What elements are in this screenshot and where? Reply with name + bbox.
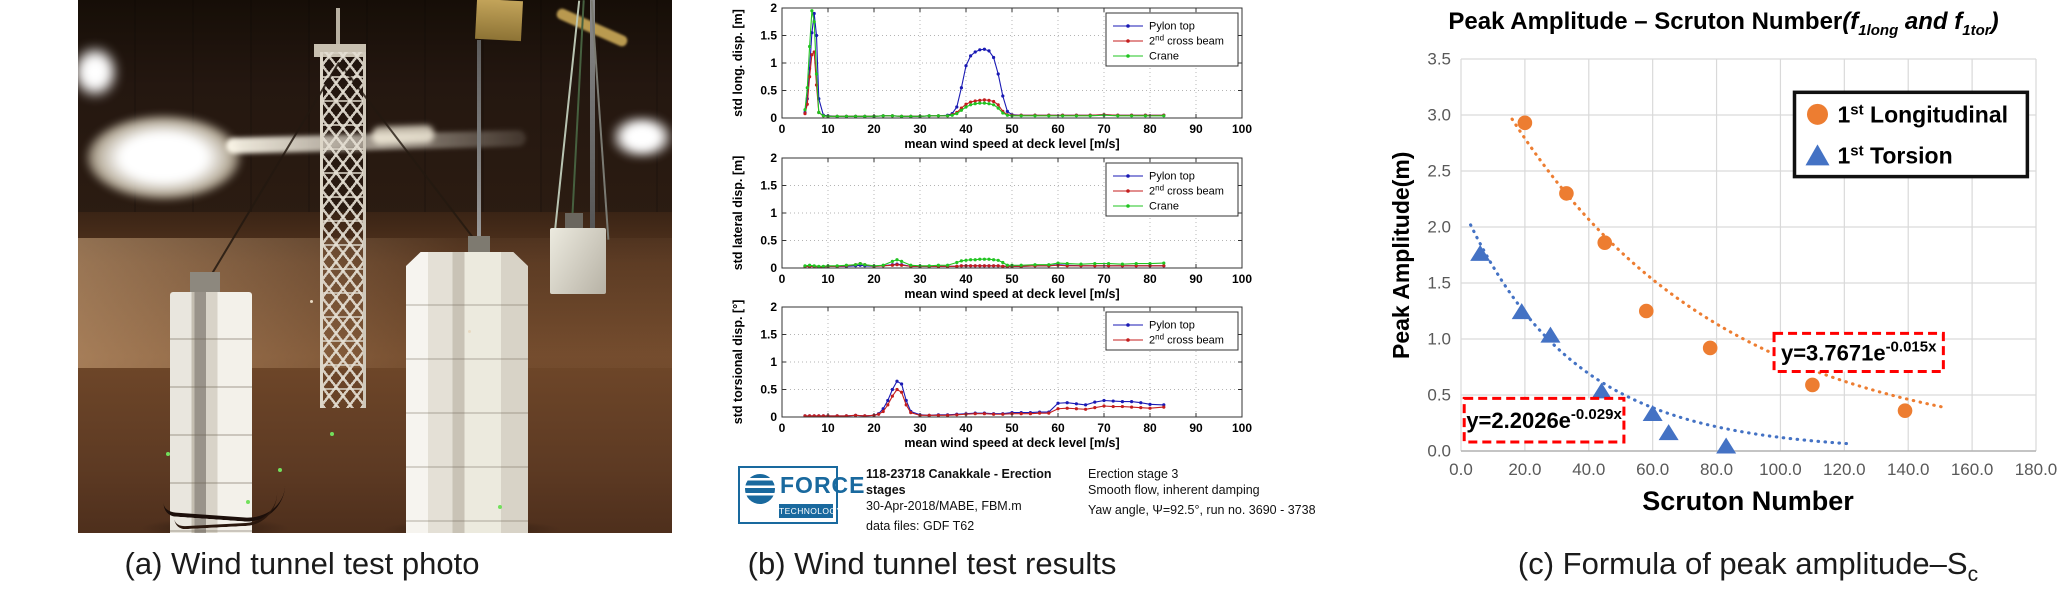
svg-text:std lateral disp. [m]: std lateral disp. [m] <box>731 155 745 271</box>
svg-text:0: 0 <box>770 410 777 424</box>
y-axis-label: Peak Amplitude(m) <box>1388 151 1414 359</box>
svg-text:20.0: 20.0 <box>1508 460 1542 479</box>
svg-text:80: 80 <box>1143 122 1157 136</box>
svg-text:std torsional disp. [°]: std torsional disp. [°] <box>731 299 745 425</box>
ceiling-light-glow <box>86 115 241 200</box>
peak-amplitude-panel <box>1352 0 2062 540</box>
wind-tunnel-photo <box>78 0 672 533</box>
svg-text:60: 60 <box>1051 122 1065 136</box>
svg-text:2: 2 <box>770 1 777 15</box>
svg-text:2.5: 2.5 <box>1427 161 1451 181</box>
svg-text:1: 1 <box>770 56 777 70</box>
instrument-connector <box>565 213 583 229</box>
logo-force-text: FORCE <box>780 472 866 498</box>
svg-text:10: 10 <box>821 122 835 136</box>
svg-text:40: 40 <box>959 272 973 286</box>
svg-text:20: 20 <box>867 421 881 435</box>
svg-text:1.5: 1.5 <box>760 327 777 342</box>
svg-text:140.0: 140.0 <box>1886 460 1930 479</box>
logo-technology-text: TECHNOLOGY <box>779 506 843 516</box>
svg-text:Pylon top: Pylon top <box>1149 319 1195 332</box>
svg-text:0: 0 <box>778 272 786 286</box>
svg-text:mean wind speed at deck level: mean wind speed at deck level [m/s] <box>904 287 1120 301</box>
footer-yaw-angle: Yaw angle, Ψ=92.5°, run no. 3690 - 3738 <box>1088 503 1316 517</box>
svg-text:0: 0 <box>770 111 777 125</box>
svg-text:y=3.7671e-0.015x: $y=3.7671e^{-0.015x}$ <box>1780 338 1937 366</box>
footer-flow-conditions: Smooth flow, inherent damping <box>1088 483 1260 497</box>
x-axis-label: Scruton Number <box>1642 486 1854 516</box>
yellow-fixture-box <box>475 0 523 41</box>
svg-text:90: 90 <box>1189 421 1203 435</box>
svg-text:2nd cross beam: 2nd cross beam <box>1149 183 1224 198</box>
svg-text:90: 90 <box>1189 272 1203 286</box>
caption-b: (b) Wind tunnel test results <box>747 546 1117 581</box>
svg-text:10: 10 <box>821 272 835 286</box>
chart-title-italic: ($f_{1long}$ and $f_{1tor}$) <box>1842 8 1999 39</box>
svg-text:100: 100 <box>1231 272 1253 286</box>
pylon-support-rod <box>477 40 481 240</box>
footer-project-info <box>866 466 1078 534</box>
svg-text:1.5: 1.5 <box>760 28 777 43</box>
svg-text:80.0: 80.0 <box>1700 460 1734 479</box>
std-torsional-disp-chart <box>680 299 1260 451</box>
svg-text:0.5: 0.5 <box>760 382 777 397</box>
svg-text:2: 2 <box>770 151 777 165</box>
floor-marker-dot <box>278 468 282 472</box>
svg-text:70: 70 <box>1097 122 1111 136</box>
svg-text:20: 20 <box>867 272 881 286</box>
globe-icon <box>745 474 775 504</box>
svg-text:50: 50 <box>1005 122 1019 136</box>
svg-text:1: 1 <box>770 206 777 220</box>
floor-speck <box>468 330 471 333</box>
svg-text:30: 30 <box>913 272 927 286</box>
svg-text:Pylon top: Pylon top <box>1149 20 1195 33</box>
caption-c: (c) Formula of peak amplitude–$S_c$ <box>1517 546 1979 587</box>
ceiling-light-center <box>372 125 435 145</box>
svg-text:0: 0 <box>770 261 777 275</box>
floor-marker-dot <box>246 500 250 504</box>
svg-text:40: 40 <box>959 122 973 136</box>
svg-text:50: 50 <box>1005 272 1019 286</box>
instrument-box <box>550 228 606 294</box>
svg-text:2: 2 <box>770 300 777 314</box>
ceiling-light-right <box>612 116 672 158</box>
svg-text:60.0: 60.0 <box>1636 460 1670 479</box>
svg-text:100: 100 <box>1231 122 1253 136</box>
footer-erection-stage: Erection stage 3 <box>1088 467 1179 481</box>
svg-text:1.5: 1.5 <box>760 178 777 193</box>
svg-text:std long. disp. [m]: std long. disp. [m] <box>731 9 745 117</box>
scruton-scatter-chart <box>1385 50 2062 495</box>
svg-text:70: 70 <box>1097 421 1111 435</box>
force-technology-logo <box>738 466 866 524</box>
svg-text:30: 30 <box>913 421 927 435</box>
ceiling-light-left <box>78 46 118 98</box>
svg-text:180.0: 180.0 <box>2014 460 2058 479</box>
svg-text:3.5: 3.5 <box>1427 50 1451 69</box>
svg-text:2.0: 2.0 <box>1427 217 1451 237</box>
chart-title-main: Peak Amplitude – Scruton Number <box>1448 8 1843 35</box>
svg-text:Crane: Crane <box>1149 200 1179 213</box>
svg-text:10: 10 <box>821 421 835 435</box>
pylon-model-right <box>406 252 528 533</box>
std-long-disp-chart <box>680 0 1260 152</box>
svg-text:0.5: 0.5 <box>760 83 777 98</box>
svg-text:100: 100 <box>1231 421 1253 435</box>
results-footer <box>680 458 1320 534</box>
footer-run-info <box>1088 466 1316 518</box>
svg-text:3.0: 3.0 <box>1427 105 1451 125</box>
svg-text:40.0: 40.0 <box>1572 460 1606 479</box>
svg-text:70: 70 <box>1097 272 1111 286</box>
chart-title <box>1385 8 2062 39</box>
svg-text:0: 0 <box>778 421 786 435</box>
svg-text:Crane: Crane <box>1149 50 1179 63</box>
crane-mast <box>336 8 340 48</box>
svg-text:20: 20 <box>867 122 881 136</box>
svg-text:80: 80 <box>1143 421 1157 435</box>
svg-text:0.0: 0.0 <box>1449 460 1473 479</box>
footer-project-title: 118-23718 Canakkale - Erection stages <box>866 467 1052 497</box>
svg-text:0: 0 <box>778 122 786 136</box>
svg-text:1: 1 <box>770 355 777 369</box>
svg-text:0.5: 0.5 <box>760 233 777 248</box>
svg-text:50: 50 <box>1005 421 1019 435</box>
svg-text:40: 40 <box>959 421 973 435</box>
svg-text:120.0: 120.0 <box>1823 460 1866 479</box>
caption-a: (a) Wind tunnel test photo <box>124 546 480 581</box>
svg-text:mean wind speed at deck level: mean wind speed at deck level [m/s] <box>904 137 1120 151</box>
svg-text:1st Longitudinal: 1st Longitudinal <box>1837 101 2008 128</box>
svg-text:0.0: 0.0 <box>1427 441 1451 461</box>
svg-text:2nd cross beam: 2nd cross beam <box>1149 33 1224 48</box>
svg-text:60: 60 <box>1051 421 1065 435</box>
svg-text:0.5: 0.5 <box>1427 385 1451 405</box>
crane-lattice-tower-model <box>320 52 366 408</box>
svg-text:80: 80 <box>1143 272 1157 286</box>
svg-text:y=2.2026e-0.029x: $y=2.2026e^{-0.029x}$ <box>1466 406 1622 434</box>
svg-text:30: 30 <box>913 122 927 136</box>
floor-speck <box>310 300 313 303</box>
right-pylon-bracket <box>468 236 490 254</box>
footer-project-date: 30-Apr-2018/MABE, FBM.m <box>866 499 1022 513</box>
std-lateral-disp-chart <box>680 150 1260 302</box>
svg-text:160.0: 160.0 <box>1950 460 1994 479</box>
left-pylon-cap <box>190 272 220 294</box>
svg-text:1st Torsion: 1st Torsion <box>1837 142 1953 169</box>
svg-text:1.5: 1.5 <box>1427 273 1451 293</box>
svg-text:90: 90 <box>1189 122 1203 136</box>
floor-marker-dot <box>166 452 170 456</box>
floor-marker-dot <box>498 505 502 509</box>
svg-text:2nd cross beam: 2nd cross beam <box>1149 332 1224 347</box>
wind-tunnel-results-panel <box>680 0 1320 540</box>
svg-text:1.0: 1.0 <box>1427 329 1451 349</box>
footer-data-files: data files: GDF T62 <box>866 519 975 533</box>
svg-text:Pylon top: Pylon top <box>1149 170 1195 183</box>
floor-marker-dot <box>330 432 334 436</box>
svg-text:100.0: 100.0 <box>1759 460 1802 479</box>
svg-text:mean wind speed at deck level: mean wind speed at deck level [m/s] <box>904 436 1120 450</box>
svg-text:60: 60 <box>1051 272 1065 286</box>
